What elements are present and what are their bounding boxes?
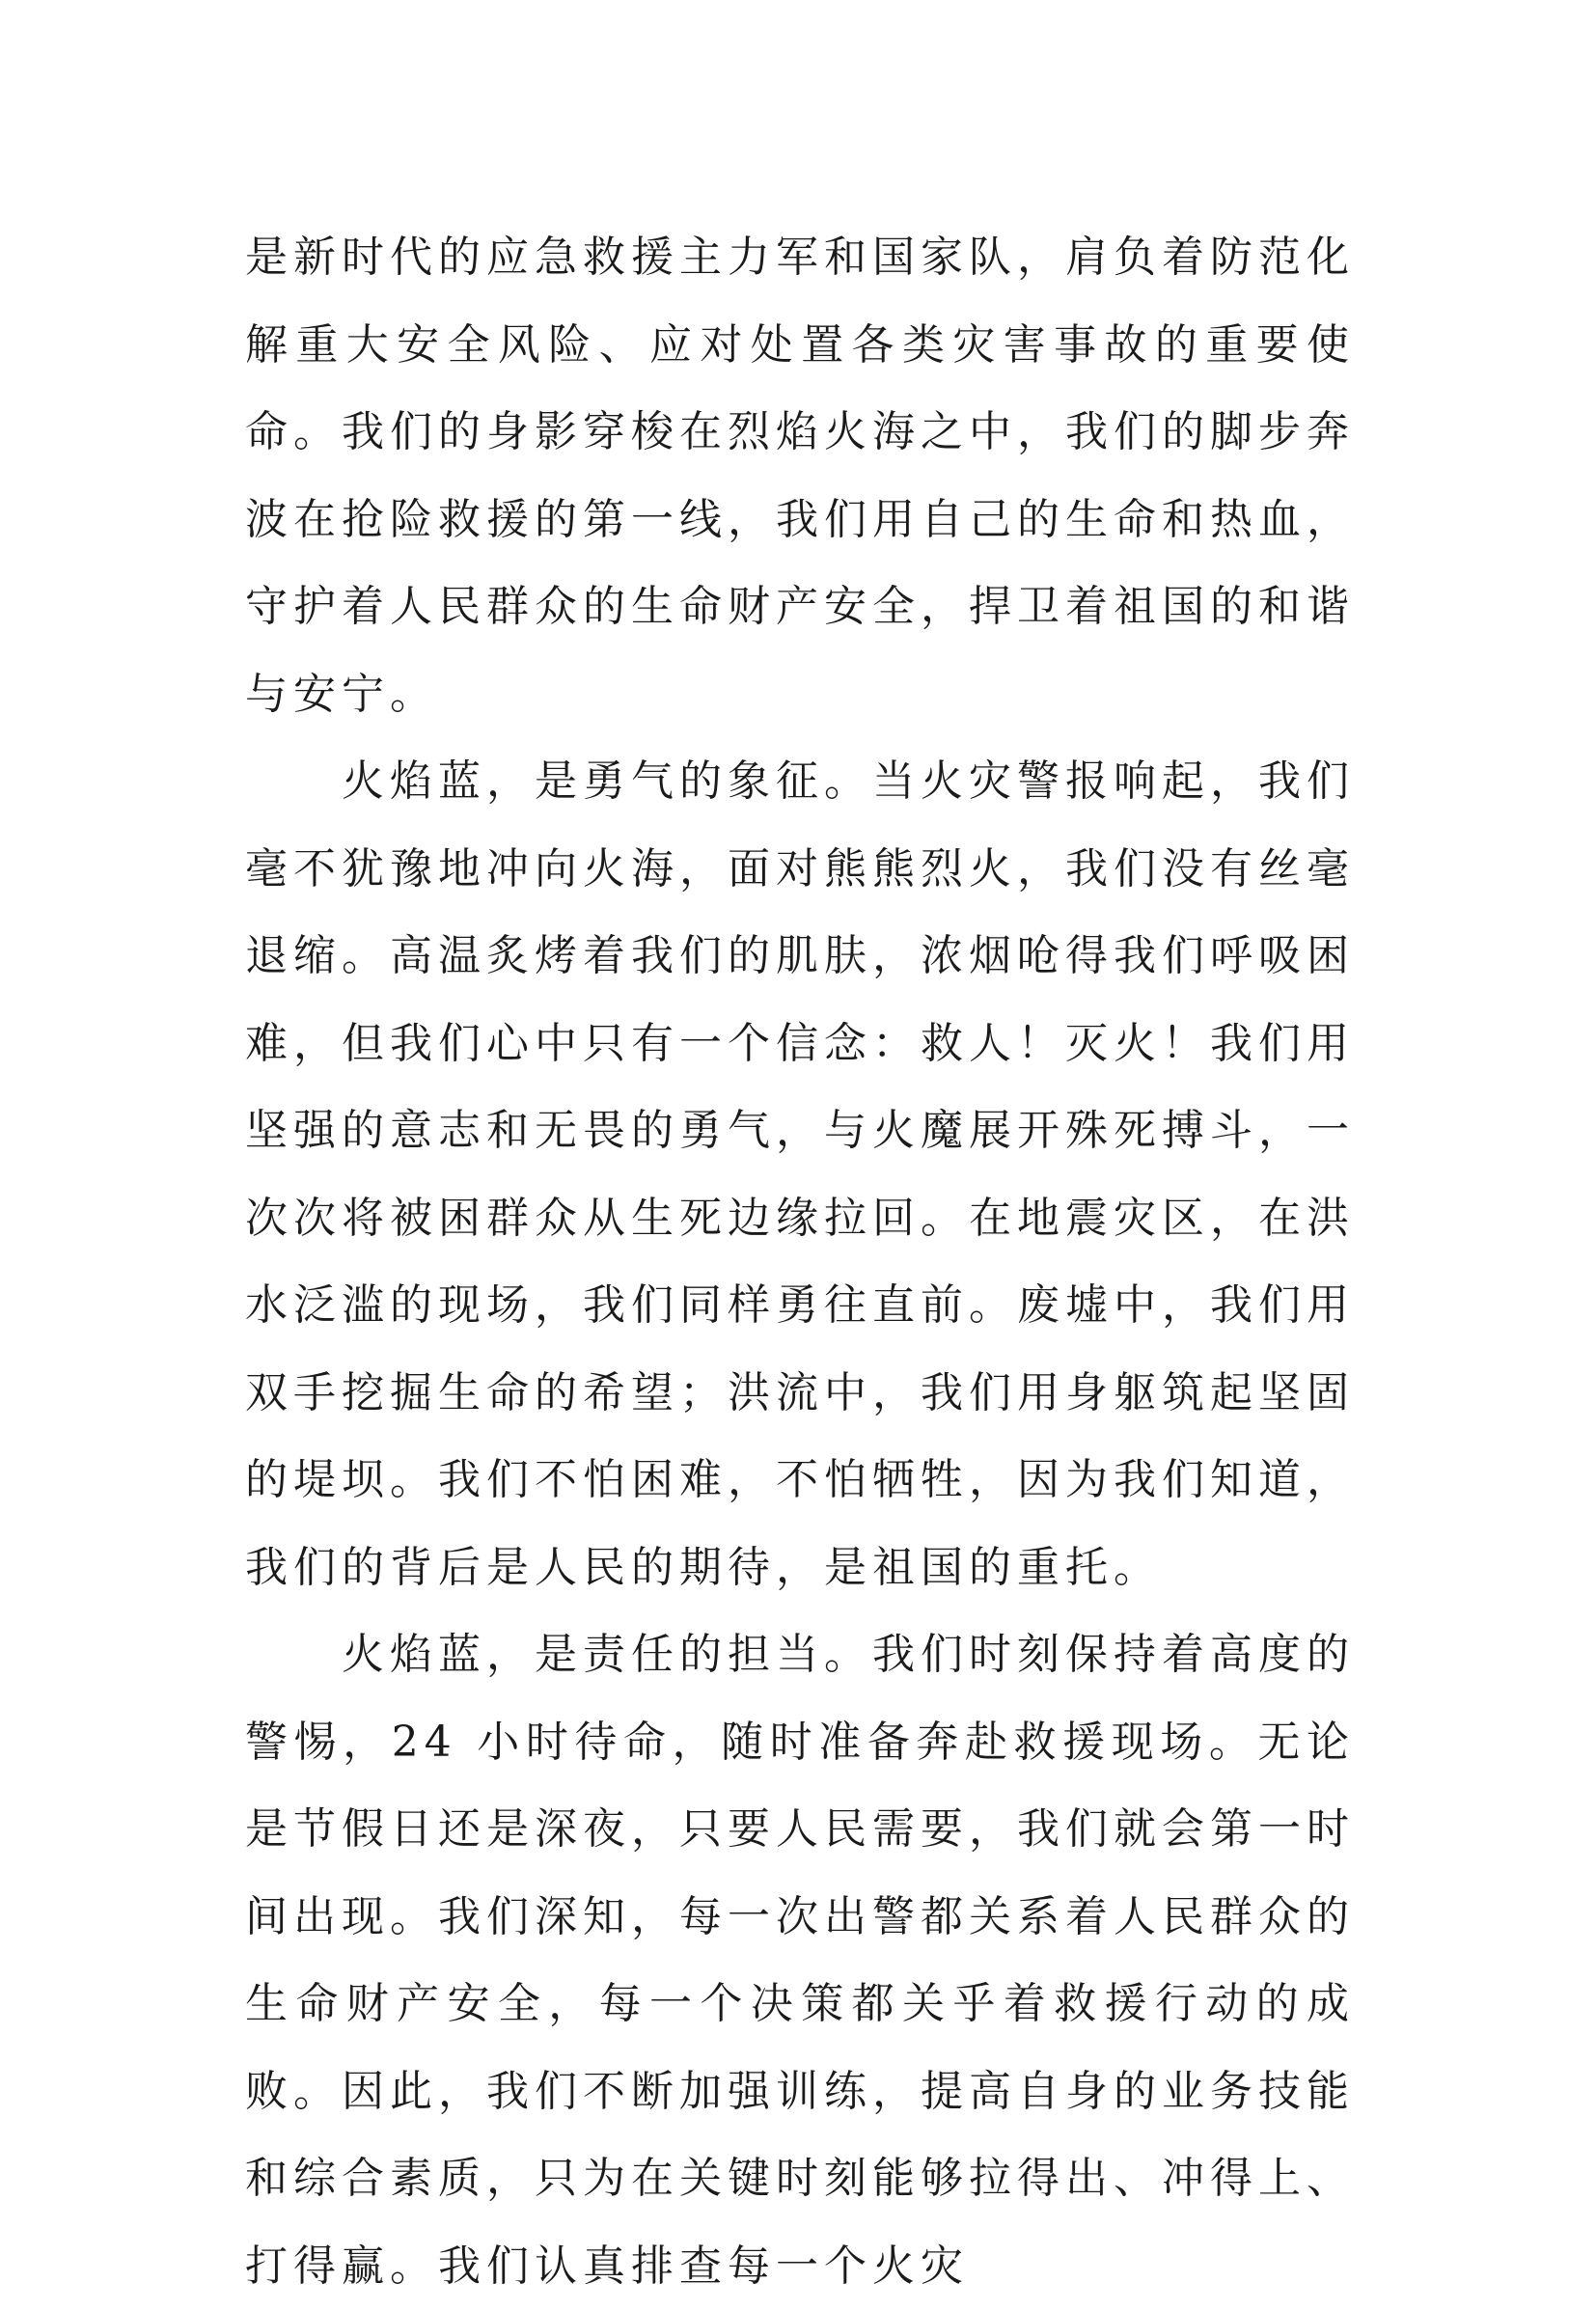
paragraph-2: 火焰蓝，是勇气的象征。当火灾警报响起，我们毫不犹豫地冲向火海，面对熊熊烈火，我们没有丝毫退缩。高温炙烤着我们的肌肤，浓烟呛得我们呼吸困难，但我们心中只有一个信念：救人！灭火！我们用坚强的意志和无畏的勇气，与火魔展开殊死搏斗，一次次将被困群众从生死边缘拉回。在地震灾区，在洪水泛滥的现场，我们同样勇往直前。废墟中，我们用双手挖掘生命的希望；洪流中，我们用身躯筑起坚固的堤坝。我们不怕困难，不怕牺牲，因为我们知道，我们的背后是人民的期待，是祖国的重托。 [245,756,1355,1592]
paragraph-1: 是新时代的应急救援主力军和国家队，肩负着防范化解重大安全风险、应对处置各类灾害事故的重要使命。我们的身影穿梭在烈焰火海之中，我们的脚步奔波在抢险救援的第一线，我们用自己的生命和热血，守护着人民群众的生命财产安全，捍卫着祖国的和谐与安宁。 [245,233,1355,719]
document-body [245,214,1355,2310]
paragraph-3: 火焰蓝，是责任的担当。我们时刻保持着高度的警惕，24 小时待命，随时准备奔赴救援现场。无论是节假日还是深夜，只要人民需要，我们就会第一时间出现。我们深知，每一次出警都关系着人民群众的生命财产安全，每一个决策都关乎着救援行动的成败。因此，我们不断加强训练，提高自身的业务技能和综合素质，只为在关键时刻能够拉得出、冲得上、打得赢。我们认真排查每一个火灾 [245,1630,1355,2291]
